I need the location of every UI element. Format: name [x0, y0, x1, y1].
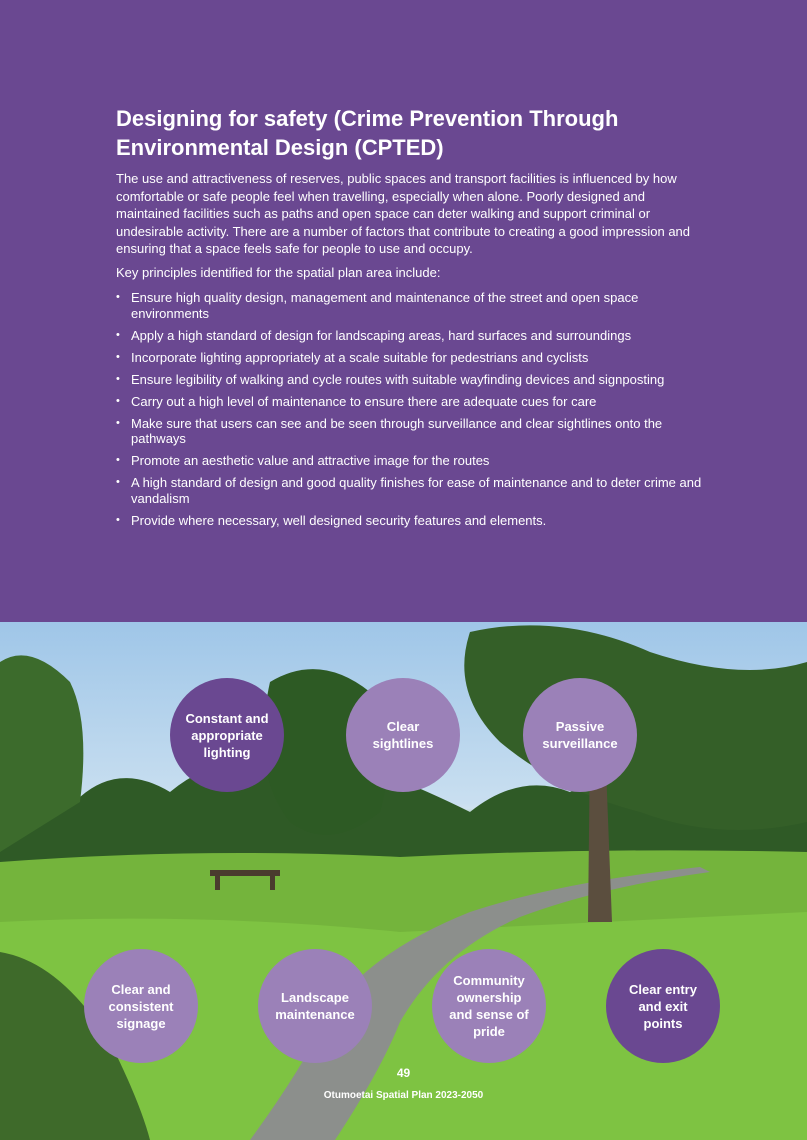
list-item: • Ensure high quality design, management and maintenance of the street and open space environments	[116, 290, 706, 321]
principles-list	[116, 290, 706, 535]
list-item: • A high standard of design and good quality finishes for ease of maintenance and to deter crime and vandalism	[116, 475, 706, 506]
list-item: • Provide where necessary, well designed security features and elements.	[116, 513, 706, 529]
entry-exit-label: Clear entry and exit points	[629, 981, 697, 1031]
lighting-label: Constant and appropriate lighting	[185, 710, 269, 760]
lighting-circle	[170, 678, 284, 792]
signage-circle	[84, 949, 198, 1063]
community-label: Community ownership and sense of pride	[449, 973, 529, 1039]
landscape-circle	[258, 949, 372, 1063]
sightlines-circle	[346, 678, 460, 792]
surveillance-label: Passive surveillance	[542, 719, 618, 751]
key-principles-intro: Key principles identified for the spatial plan area include:	[116, 265, 441, 280]
intro-paragraph: The use and attractiveness of reserves, public spaces and transport facilities is influenced by how comfortable or safe people feel when travelling, especially when alone. Poorly designed and maintained facilities such as paths and open space can deter walking and support criminal or undesirable activity. There are a number of factors that contribute to creating a good impression and ensuring that a space feels safe for people to use and occupy.	[116, 171, 691, 257]
list-item: • Ensure legibility of walking and cycle routes with suitable wayfinding devices and signposting	[116, 372, 706, 388]
sightlines-label: Clear sightlines	[372, 719, 434, 751]
list-item: • Promote an aesthetic value and attractive image for the routes	[116, 453, 706, 469]
list-item: • Apply a high standard of design for landscaping areas, hard surfaces and surroundings	[116, 328, 706, 344]
list-item: • Carry out a high level of maintenance to ensure there are adequate cues for care	[116, 394, 706, 410]
page-number: 49	[396, 1066, 411, 1080]
community-circle	[432, 949, 546, 1063]
surveillance-circle	[523, 678, 637, 792]
section-heading: Designing for safety (Crime Prevention Through Environmental Design (CPTED)	[116, 106, 619, 160]
park-photo	[0, 622, 807, 1140]
list-item: • Incorporate lighting appropriately at a scale suitable for pedestrians and cyclists	[116, 350, 706, 366]
entry-exit-circle	[606, 949, 720, 1063]
list-item: • Make sure that users can see and be seen through surveillance and clear sightlines onto the pathways	[116, 416, 706, 447]
signage-label: Clear and consistent signage	[108, 981, 174, 1031]
landscape-label: Landscape maintenance	[275, 990, 355, 1022]
footer-title: Otumoetai Spatial Plan 2023-2050	[323, 1090, 484, 1101]
